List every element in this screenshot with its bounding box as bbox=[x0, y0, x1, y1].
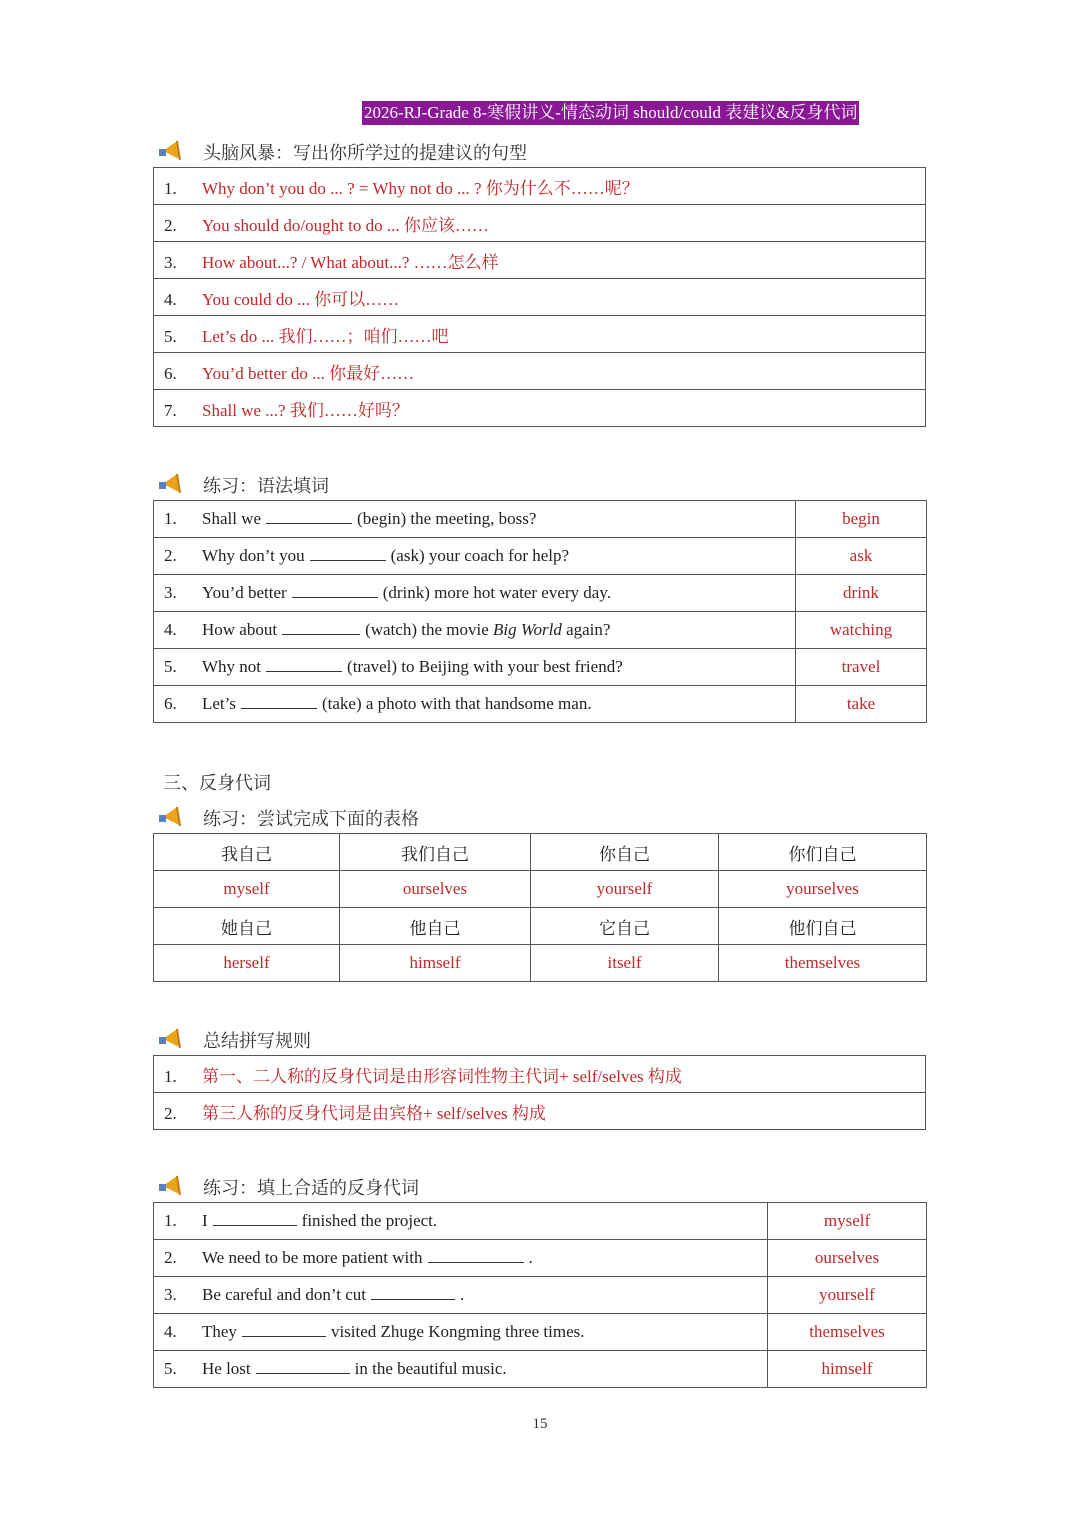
suggestion-pattern: You could do ... 你可以…… bbox=[202, 289, 400, 309]
answer-text: myself bbox=[823, 1211, 871, 1230]
item-number: 4. bbox=[164, 620, 177, 639]
item-number: 2. bbox=[164, 215, 177, 235]
answer-cell bbox=[796, 686, 927, 723]
answer-blank bbox=[256, 1359, 350, 1374]
pronoun-text: 你自己 bbox=[599, 844, 650, 864]
megaphone-icon bbox=[153, 1172, 189, 1202]
item-number: 3. bbox=[164, 583, 177, 602]
answer-cell bbox=[796, 649, 927, 686]
answer-blank bbox=[241, 694, 317, 709]
pronoun-answer-cell bbox=[340, 871, 531, 908]
table-row bbox=[154, 390, 926, 427]
brainstorm-title-row bbox=[153, 137, 926, 167]
question-cell bbox=[154, 1277, 768, 1314]
pronoun-chinese-cell bbox=[719, 834, 927, 871]
question-suffix: . bbox=[459, 1285, 465, 1304]
pronoun-answer-cell bbox=[719, 871, 927, 908]
question-suffix: (ask) your coach for help? bbox=[390, 546, 570, 565]
question-suffix: visited Zhuge Kongming three times. bbox=[330, 1322, 585, 1341]
answer-blank bbox=[371, 1285, 455, 1300]
table-row bbox=[154, 1277, 927, 1314]
pronoun-answer-cell bbox=[154, 945, 340, 982]
answer-cell bbox=[768, 1314, 927, 1351]
reflexive-table bbox=[153, 833, 927, 982]
question-suffix: (drink) more hot water every day. bbox=[382, 583, 611, 602]
item-number: 1. bbox=[164, 178, 177, 198]
question-prefix: How about bbox=[202, 620, 278, 639]
question-cell bbox=[154, 575, 796, 612]
answer-cell bbox=[796, 538, 927, 575]
table-row bbox=[154, 353, 926, 390]
reflexive-title-row bbox=[153, 803, 926, 833]
pronoun-text: herself bbox=[223, 953, 270, 972]
brainstorm-cell bbox=[154, 279, 926, 316]
brainstorm-cell bbox=[154, 390, 926, 427]
brainstorm-cell bbox=[154, 316, 926, 353]
answer-cell bbox=[768, 1240, 927, 1277]
item-number: 3. bbox=[164, 252, 177, 272]
item-number: 6. bbox=[164, 363, 177, 383]
rule-cell bbox=[154, 1093, 926, 1130]
table-row bbox=[154, 279, 926, 316]
question-suffix: . bbox=[528, 1248, 533, 1267]
pronoun-text: 你们自己 bbox=[788, 844, 857, 864]
pronoun-answer-cell bbox=[531, 871, 719, 908]
table-row bbox=[154, 1203, 927, 1240]
suggestion-pattern: Why don’t you do ... ? = Why not do ... ? 你为什么不……呢？ bbox=[202, 178, 639, 198]
table-row bbox=[154, 575, 927, 612]
pronoun-chinese-cell bbox=[154, 908, 340, 945]
table-row bbox=[154, 501, 927, 538]
question-prefix: We need to be more patient with bbox=[202, 1248, 423, 1267]
suggestion-pattern: You’d better do ... 你最好…… bbox=[202, 363, 415, 383]
answer-text: ask bbox=[849, 546, 873, 565]
question-cell bbox=[154, 1314, 768, 1351]
question-cell bbox=[154, 538, 796, 575]
pronoun-text: itself bbox=[607, 953, 642, 972]
question-prefix: I bbox=[202, 1211, 208, 1230]
answer-blank bbox=[266, 509, 352, 524]
table-row bbox=[154, 1240, 927, 1277]
rules-section bbox=[153, 1025, 926, 1130]
answer-text: ourselves bbox=[814, 1248, 880, 1267]
document-header: 2026-RJ-Grade 8-寒假讲义-情态动词 should/could 表建议&反身代词 bbox=[362, 101, 859, 125]
item-number: 4. bbox=[164, 1322, 177, 1341]
question-suffix: (take) a photo with that handsome man. bbox=[322, 694, 592, 713]
table-row bbox=[154, 1351, 927, 1388]
answer-text: travel bbox=[841, 657, 881, 676]
reflexive-section bbox=[153, 767, 926, 982]
grammar-table bbox=[153, 500, 927, 723]
brainstorm-table bbox=[153, 167, 926, 427]
fill-table bbox=[153, 1202, 927, 1388]
answer-text: drink bbox=[843, 583, 879, 602]
question-suffix: (watch) the movie bbox=[365, 620, 494, 639]
pronoun-chinese-cell bbox=[531, 908, 719, 945]
table-row bbox=[154, 538, 927, 575]
question-prefix: Why not bbox=[202, 657, 262, 676]
rule-text: 第三人称的反身代词是由宾格+ self/selves 构成 bbox=[202, 1103, 546, 1123]
fill-title-row bbox=[153, 1172, 926, 1202]
megaphone-icon bbox=[153, 137, 189, 167]
megaphone-icon bbox=[153, 470, 189, 500]
answer-blank bbox=[292, 583, 378, 598]
table-row bbox=[154, 168, 926, 205]
pronoun-text: yourself bbox=[596, 879, 653, 898]
table-row bbox=[154, 908, 927, 945]
question-cell bbox=[154, 649, 796, 686]
item-number: 4. bbox=[164, 289, 177, 309]
pronoun-text: 他自己 bbox=[409, 918, 461, 938]
question-cell bbox=[154, 686, 796, 723]
pronoun-chinese-cell bbox=[154, 834, 340, 871]
answer-text: take bbox=[846, 694, 876, 713]
table-row bbox=[154, 612, 927, 649]
answer-text: themselves bbox=[809, 1322, 885, 1341]
rules-table bbox=[153, 1055, 926, 1130]
pronoun-chinese-cell bbox=[531, 834, 719, 871]
question-suffix: in the beautiful music. bbox=[354, 1359, 507, 1378]
answer-blank bbox=[310, 546, 386, 561]
pronoun-chinese-cell bbox=[719, 908, 927, 945]
table-row bbox=[154, 205, 926, 242]
question-prefix: Shall we bbox=[202, 509, 262, 528]
pronoun-answer-cell bbox=[719, 945, 927, 982]
answer-cell bbox=[768, 1277, 927, 1314]
item-number: 3. bbox=[164, 1285, 177, 1304]
table-row bbox=[154, 242, 926, 279]
grammar-section bbox=[153, 470, 926, 723]
item-number: 2. bbox=[164, 1103, 177, 1123]
reflexive-heading: 三、反身代词 bbox=[163, 773, 271, 793]
item-number: 7. bbox=[164, 400, 177, 420]
answer-blank bbox=[266, 657, 342, 672]
rule-text: 第一、二人称的反身代词是由形容词性物主代词+ self/selves 构成 bbox=[202, 1066, 682, 1086]
answer-text: begin bbox=[842, 509, 880, 528]
pronoun-chinese-cell bbox=[340, 834, 531, 871]
table-row bbox=[154, 1056, 926, 1093]
answer-cell bbox=[768, 1351, 927, 1388]
pronoun-text: 我们自己 bbox=[401, 844, 469, 864]
question-cell bbox=[154, 612, 796, 649]
megaphone-icon bbox=[153, 1025, 189, 1055]
pronoun-text: 他们自己 bbox=[788, 918, 857, 938]
question-prefix: Let’s bbox=[202, 694, 236, 713]
question-prefix: You’d better bbox=[202, 583, 287, 602]
megaphone-icon bbox=[153, 803, 189, 833]
question-suffix-end: again? bbox=[561, 620, 611, 639]
item-number: 2. bbox=[164, 1248, 177, 1267]
brainstorm-cell bbox=[154, 242, 926, 279]
rules-title: 总结拼写规则 bbox=[203, 1031, 311, 1051]
suggestion-pattern: Shall we ...? 我们……好吗？ bbox=[202, 400, 409, 420]
suggestion-pattern: You should do/ought to do ... 你应该…… bbox=[202, 215, 489, 235]
rule-cell bbox=[154, 1056, 926, 1093]
pronoun-text: 我自己 bbox=[221, 844, 272, 864]
question-suffix: (begin) the meeting, boss? bbox=[357, 509, 537, 528]
answer-blank bbox=[282, 620, 360, 635]
question-cell bbox=[154, 1240, 768, 1277]
pronoun-answer-cell bbox=[531, 945, 719, 982]
table-row bbox=[154, 316, 926, 353]
question-prefix: Be careful and don’t cut bbox=[202, 1285, 366, 1304]
pronoun-chinese-cell bbox=[340, 908, 531, 945]
pronoun-text: yourselves bbox=[786, 879, 859, 898]
question-prefix: They bbox=[202, 1322, 237, 1341]
item-number: 6. bbox=[164, 694, 177, 713]
question-cell bbox=[154, 1351, 768, 1388]
pronoun-answer-cell bbox=[154, 871, 340, 908]
table-row bbox=[154, 1314, 927, 1351]
answer-blank bbox=[242, 1322, 326, 1337]
table-row bbox=[154, 649, 927, 686]
pronoun-answer-cell bbox=[340, 945, 531, 982]
brainstorm-cell bbox=[154, 353, 926, 390]
suggestion-pattern: How about...? / What about...? ……怎么样 bbox=[202, 252, 499, 272]
brainstorm-cell bbox=[154, 168, 926, 205]
question-prefix: Why don’t you bbox=[202, 546, 305, 565]
answer-cell bbox=[796, 501, 927, 538]
brainstorm-cell bbox=[154, 205, 926, 242]
answer-text: yourself bbox=[819, 1285, 875, 1304]
item-number: 5. bbox=[164, 657, 177, 676]
fill-title: 练习：填上合适的反身代词 bbox=[203, 1178, 419, 1198]
question-prefix: He lost bbox=[202, 1359, 251, 1378]
brainstorm-section bbox=[153, 137, 926, 427]
table-row bbox=[154, 1093, 926, 1130]
question-cell bbox=[154, 1203, 768, 1240]
grammar-title: 练习：语法填词 bbox=[203, 476, 329, 496]
question-suffix: (travel) to Beijing with your best friend? bbox=[347, 657, 623, 676]
answer-blank bbox=[428, 1248, 524, 1263]
item-number: 1. bbox=[164, 509, 177, 528]
answer-cell bbox=[768, 1203, 927, 1240]
answer-cell bbox=[796, 575, 927, 612]
pronoun-text: himself bbox=[409, 953, 461, 972]
pronoun-text: ourselves bbox=[402, 879, 468, 898]
item-number: 5. bbox=[164, 326, 177, 346]
answer-blank bbox=[213, 1211, 297, 1226]
question-cell bbox=[154, 501, 796, 538]
pronoun-text: themselves bbox=[784, 953, 861, 972]
answer-text: himself bbox=[821, 1359, 873, 1378]
table-row bbox=[154, 834, 927, 871]
brainstorm-title: 头脑风暴：写出你所学过的提建议的句型 bbox=[203, 143, 527, 163]
movie-title: Big World bbox=[493, 620, 562, 639]
table-row bbox=[154, 945, 927, 982]
fill-section bbox=[153, 1172, 926, 1388]
table-row bbox=[154, 686, 927, 723]
grammar-title-row bbox=[153, 470, 926, 500]
table-row bbox=[154, 871, 927, 908]
item-number: 1. bbox=[164, 1211, 177, 1230]
answer-cell bbox=[796, 612, 927, 649]
answer-text: watching bbox=[829, 620, 893, 639]
item-number: 5. bbox=[164, 1359, 177, 1378]
question-suffix: finished the project. bbox=[301, 1211, 438, 1230]
item-number: 1. bbox=[164, 1066, 177, 1086]
suggestion-pattern: Let’s do ... 我们……；咱们……吧 bbox=[202, 326, 449, 346]
reflexive-title: 练习：尝试完成下面的表格 bbox=[203, 809, 419, 829]
pronoun-text: myself bbox=[223, 879, 270, 898]
page-number: 15 bbox=[532, 1416, 548, 1432]
pronoun-text: 它自己 bbox=[599, 918, 650, 938]
rules-title-row bbox=[153, 1025, 926, 1055]
pronoun-text: 她自己 bbox=[221, 918, 272, 938]
item-number: 2. bbox=[164, 546, 177, 565]
